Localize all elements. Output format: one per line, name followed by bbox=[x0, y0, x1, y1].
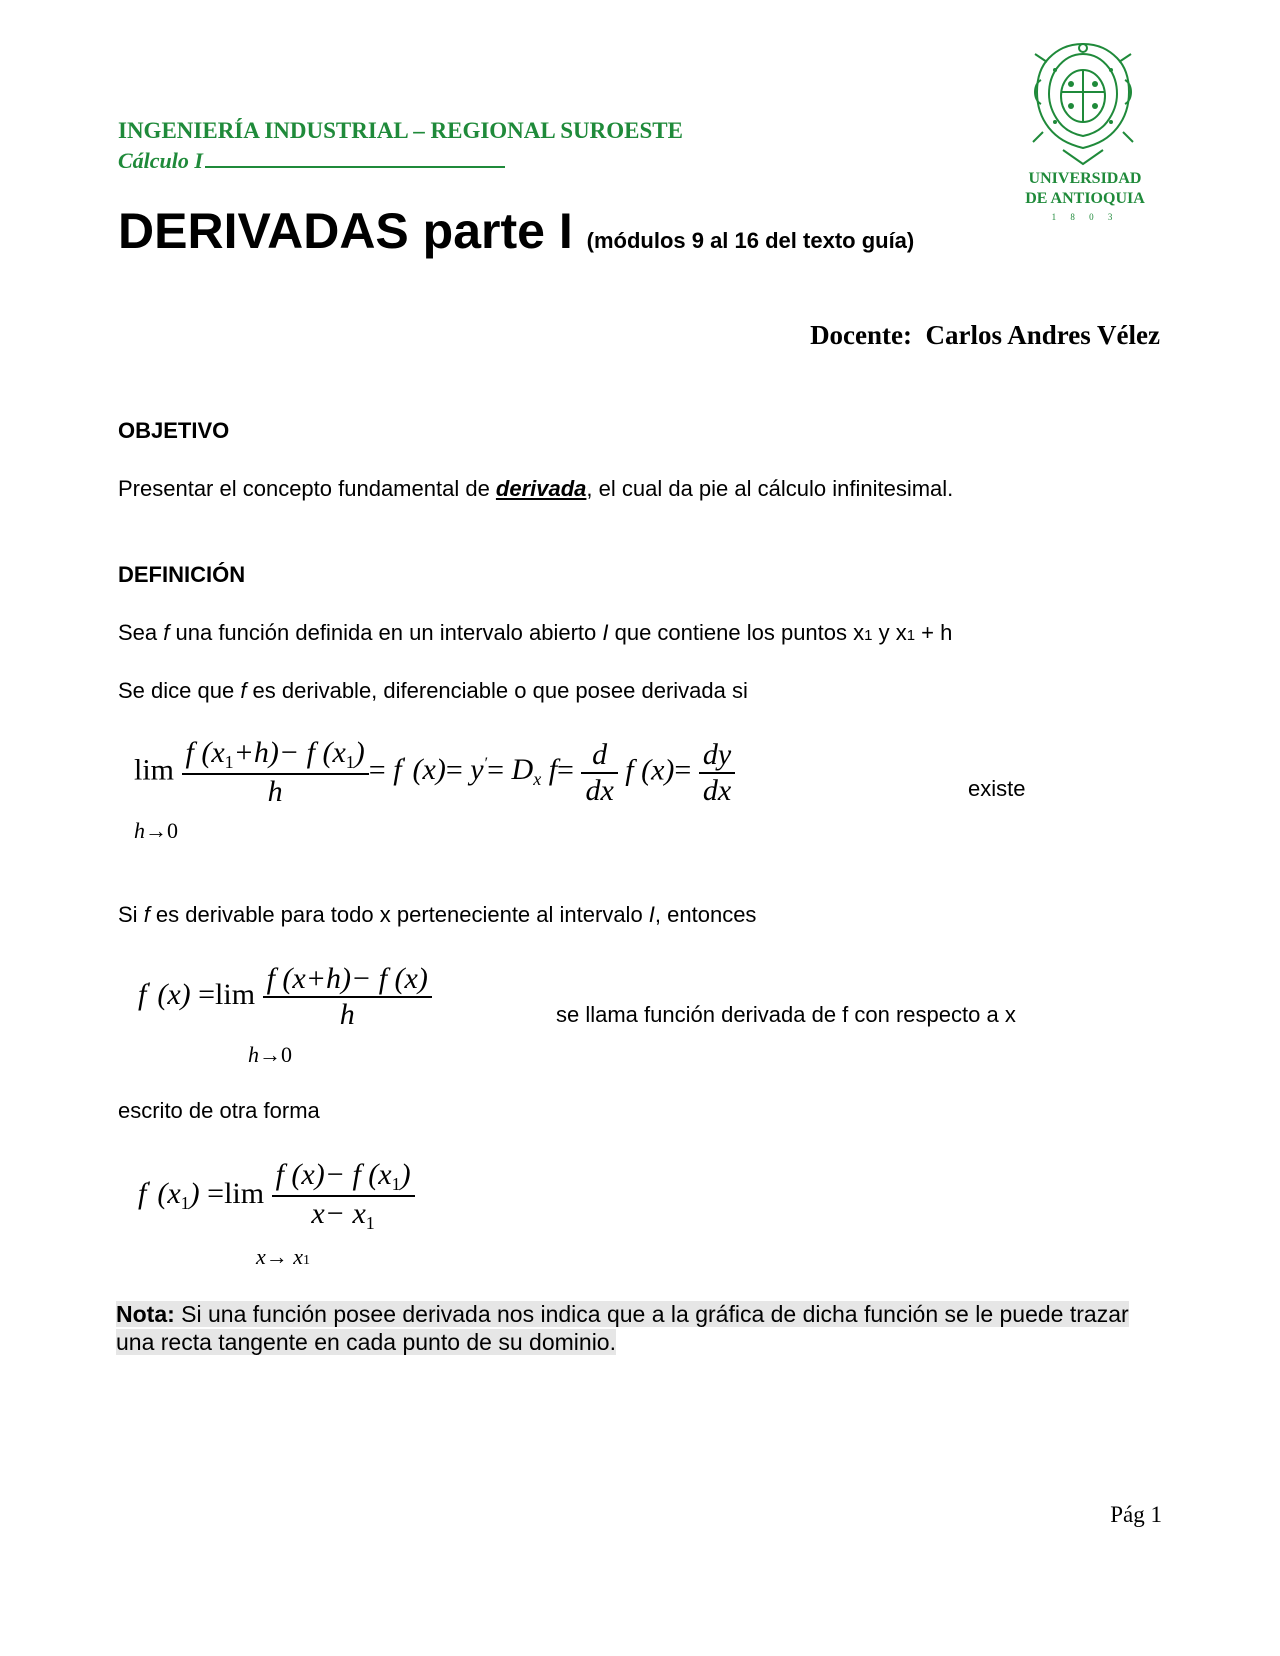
objetivo-text bbox=[118, 476, 953, 502]
eq1-existe: existe bbox=[968, 776, 1026, 801]
page-title bbox=[118, 203, 915, 259]
def-line1-sub1: 1 bbox=[864, 627, 873, 644]
derivative-alternative-equation: f′ $(x_1) =\lim$ $\frac{f (x)- f (x_1)}{x- x_1}$ bbox=[138, 1158, 415, 1234]
def-line3-b: es derivable para todo x perteneciente al intervalo bbox=[149, 902, 649, 927]
logo-name-line1: UNIVERSIDAD bbox=[1028, 170, 1142, 187]
def-line3-f: f bbox=[143, 902, 150, 927]
objetivo-keyword: derivada bbox=[495, 476, 587, 501]
page-number: Pág 1 bbox=[1110, 1502, 1162, 1527]
objetivo-text-before: Presentar el concepto fundamental de bbox=[118, 476, 496, 501]
course-label: Cálculo I bbox=[118, 148, 203, 173]
def-line1-d: y x bbox=[872, 620, 907, 645]
def-line3-c: , entonces bbox=[654, 902, 757, 927]
objetivo-text-after: , el cual da pie al cálculo infinitesimal. bbox=[586, 476, 954, 501]
definicion-line2 bbox=[118, 678, 748, 704]
course-name bbox=[118, 148, 505, 174]
teacher-label: Docente: bbox=[810, 320, 913, 350]
eq2-limit-subscript: h→0 bbox=[248, 1042, 292, 1067]
university-seal-icon bbox=[1027, 40, 1139, 170]
def-line1-sub2: 1 bbox=[906, 627, 916, 644]
def-line2-f: f bbox=[240, 678, 247, 703]
definicion-heading: DEFINICIÓN bbox=[118, 562, 246, 587]
logo-name-line2: DE ANTIOQUIA bbox=[1025, 190, 1145, 207]
logo-year: 1 8 0 3 bbox=[1051, 212, 1119, 222]
eq2-description: se llama función derivada de f con respecto a x bbox=[556, 1002, 1016, 1027]
teacher-line bbox=[810, 320, 1160, 351]
teacher-name: Carlos Andres Vélez bbox=[925, 320, 1160, 350]
course-underline bbox=[205, 148, 505, 168]
def-line1-I: I bbox=[602, 620, 609, 645]
def-line1-f: f bbox=[163, 620, 170, 645]
def-line3-a: Si bbox=[118, 902, 144, 927]
def-line1-e: + h bbox=[915, 620, 953, 645]
derivative-definition-equation: lim $\frac{f (x_1+h)- f (x_1)}{h}$ = f′ $(x)= y'= D_x$ f= $\frac{d}{dx}$ f (x)= $\frac{dy}{dx}$ bbox=[134, 736, 735, 809]
def-line1-a: Sea bbox=[118, 620, 164, 645]
def-line2-a: Se dice que bbox=[118, 678, 241, 703]
def-line3-I: I bbox=[648, 902, 655, 927]
nota-label: Nota: bbox=[116, 1301, 175, 1327]
institution-line: INGENIERÍA INDUSTRIAL – REGIONAL SUROESTE bbox=[118, 118, 683, 143]
definicion-line1 bbox=[118, 620, 952, 646]
nota-text: Si una función posee derivada nos indica que a la gráfica de dicha función se le puede trazar una recta tangente en cada punto de su dominio. bbox=[116, 1301, 1129, 1355]
def-line1-c: que contiene los puntos x bbox=[608, 620, 865, 645]
derivative-function-equation: f′ (x) =lim $\frac{f (x+h)- f (x)}{h}$ bbox=[138, 962, 432, 1032]
university-logo bbox=[1005, 40, 1165, 230]
objetivo-heading: OBJETIVO bbox=[118, 418, 230, 443]
eq3-limit-subscript: x→ x1 bbox=[256, 1244, 311, 1269]
nota-box bbox=[116, 1300, 1164, 1356]
title-main: DERIVADAS parte I bbox=[118, 203, 573, 259]
definicion-line3 bbox=[118, 902, 756, 928]
title-subtitle: (módulos 9 al 16 del texto guía) bbox=[586, 228, 915, 253]
def-line1-b: una función definida en un intervalo abierto bbox=[169, 620, 603, 645]
eq1-limit-subscript: h→0 bbox=[134, 818, 178, 843]
def-line2-b: es derivable, diferenciable o que posee derivada si bbox=[246, 678, 748, 703]
definicion-line4: escrito de otra forma bbox=[118, 1098, 320, 1123]
